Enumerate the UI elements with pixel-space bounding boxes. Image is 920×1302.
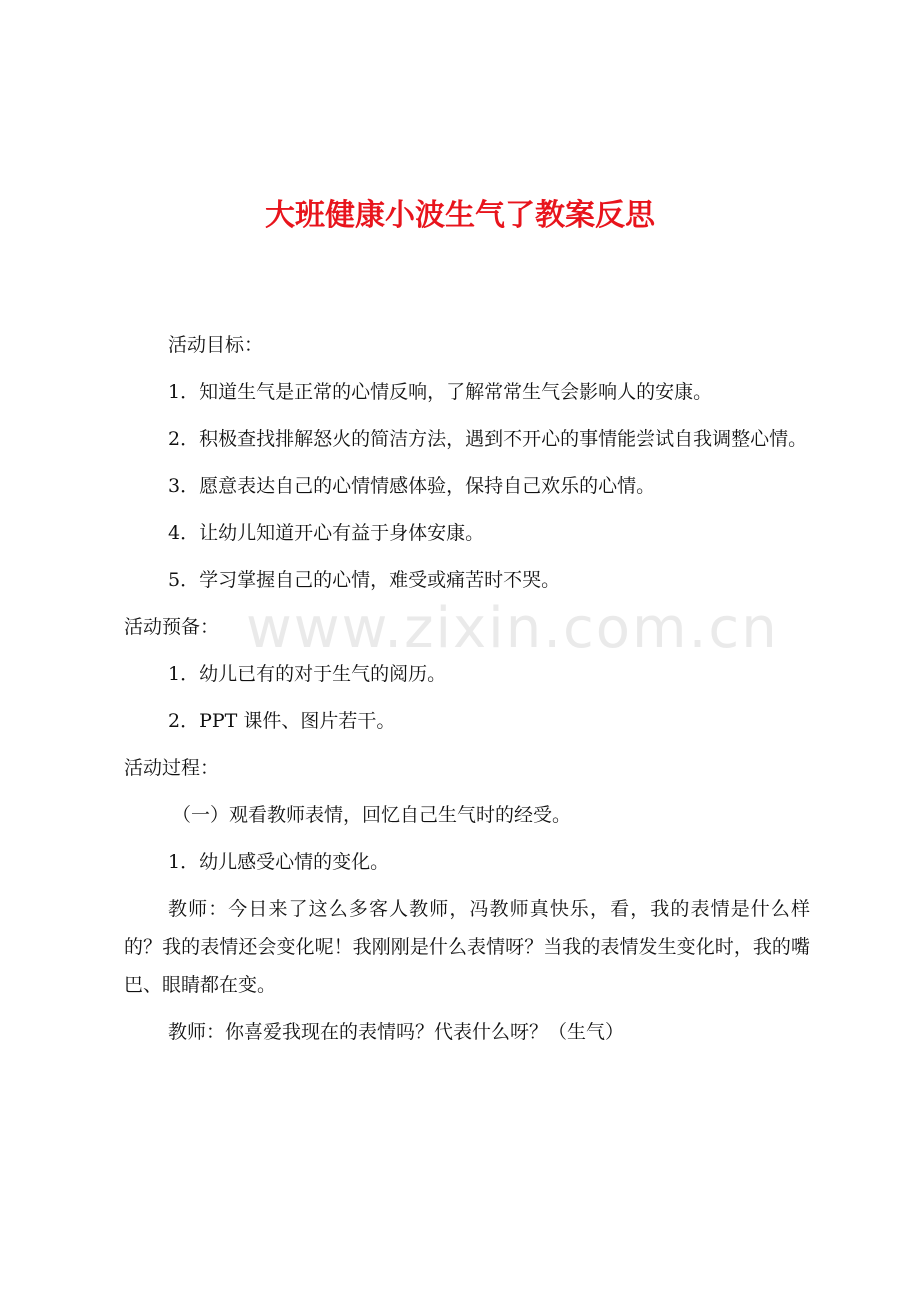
process-step-heading: （一）观看教师表情，回忆自己生气时的经受。 [172, 804, 572, 826]
goal-item-3: 3．愿意表达自己的心情情感体验，保持自己欢乐的心情。 [168, 475, 656, 497]
prep-heading: 活动预备： [124, 616, 220, 638]
document-body [124, 326, 810, 1060]
process-paragraph-2: 教师：你喜爱我现在的表情吗？代表什么呀？（生气） [168, 1021, 625, 1043]
process-item-1: 1．幼儿感受心情的变化。 [168, 851, 390, 873]
goals-heading: 活动目标： [168, 334, 264, 356]
goal-item-2: 2．积极查找排解怒火的简洁方法，遇到不开心的事情能尝试自我调整心情。 [168, 428, 808, 450]
goal-item-5: 5．学习掌握自己的心情，难受或痛苦时不哭。 [168, 569, 561, 591]
goal-item-1: 1．知道生气是正常的心情反响，了解常常生气会影响人的安康。 [168, 381, 713, 403]
process-heading: 活动过程： [124, 757, 220, 779]
prep-item-2: 2．PPT 课件、图片若干。 [168, 710, 396, 732]
watermark-text: www.zixin.com.cn [246, 596, 779, 661]
prep-item-1: 1．幼儿已有的对于生气的阅历。 [168, 663, 447, 685]
process-paragraph-1: 教师：今日来了这么多客人教师，冯教师真快乐，看，我的表情是什么样的？我的表情还会变化呢！我刚刚是什么表情呀？当我的表情发生变化时，我的嘴巴、眼睛都在变。 [124, 898, 810, 996]
goal-item-4: 4．让幼儿知道开心有益于身体安康。 [168, 522, 485, 544]
document-title: 大班健康小波生气了教案反思 [265, 198, 655, 233]
